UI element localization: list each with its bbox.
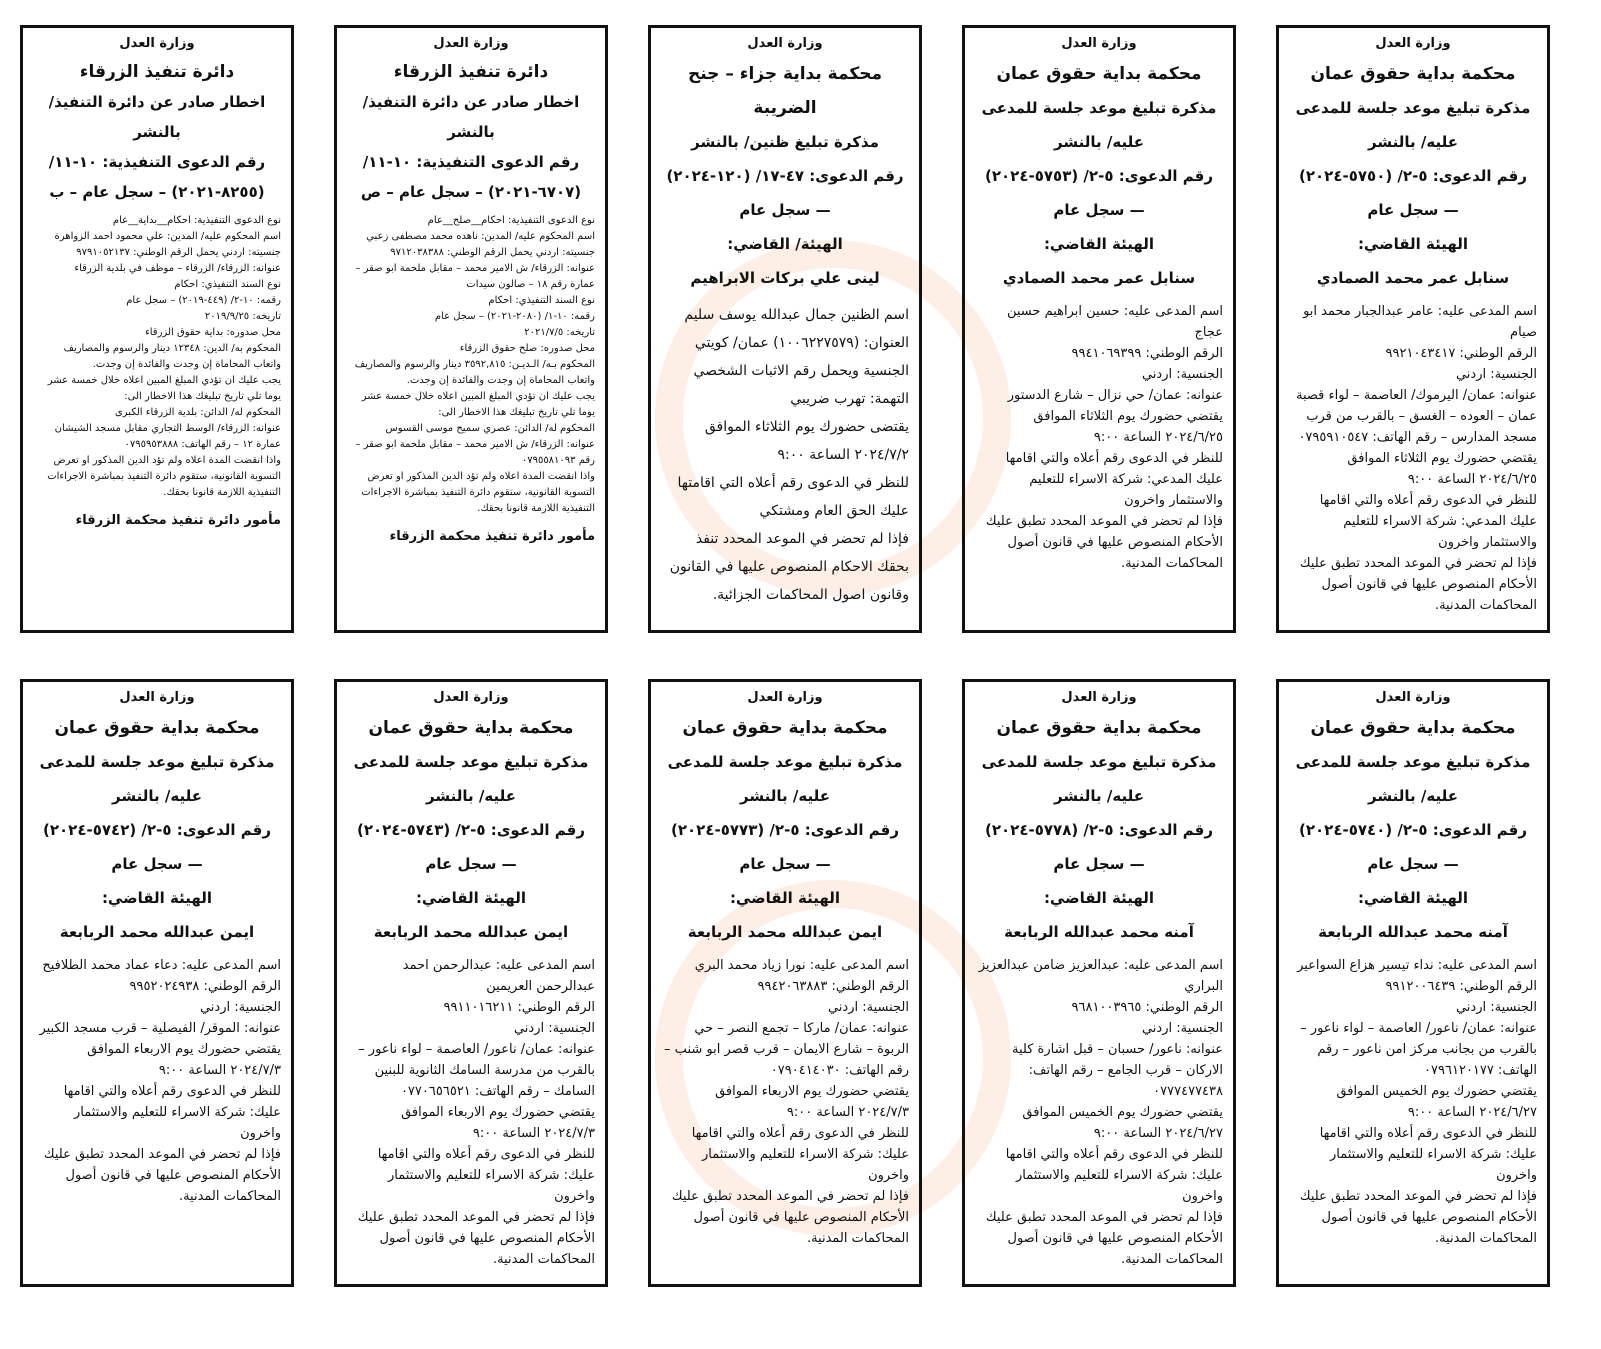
notice-heading: مذكرة تبليغ موعد جلسة للمدعى: [981, 99, 1217, 117]
notice-line: عنوانه: ناعور/ حسبان – قبل اشارة كلية الاركان – قرب الجامع – رقم الهاتف: ٠٧٧٧٤٧٧٤٣٨: [1012, 1042, 1223, 1099]
notice-line: الرقم الوطني: ٩٩١١٠١٦٢١١: [443, 1000, 595, 1015]
legal-notice: [334, 679, 608, 1287]
notice-line: رقمه: ١٠-٢/ (٤٤٩-٢٠١٩) – سجل عام: [126, 295, 281, 306]
notice-line: اسم المدعى عليه: نورا زياد محمد البري: [694, 958, 909, 973]
notice-heading: رقم الدعوى: ٤٧-١٧/ (١٢٠-٢٠٢٤): [666, 167, 904, 185]
legal-notice: [1276, 679, 1550, 1287]
notice-line: العنوان: (١٠٠٦٢٢٧٥٧٩) عمان/ كويتي الجنسية ويحمل رقم الاثبات الشخصي: [693, 335, 909, 379]
notice-line: للنظر في الدعوى رقم أعلاه التي اقامتها عليك الحق العام ومشتكي: [677, 475, 909, 519]
notice-line: يجب عليك ان تؤدي المبلغ المبين اعلاه خلال خمسة عشر يوما تلي تاريخ تبليغك هذا الاخطار الى:: [361, 391, 595, 418]
notice-heading: ايمن عبدالله محمد الربابعة: [59, 923, 255, 941]
notice-heading: عليه/ بالنشر: [1054, 787, 1144, 805]
notice-heading: سنابل عمر محمد الصمادي: [1316, 269, 1510, 287]
notice-line: اسم المحكوم عليه/ المدين: ناهده محمد مصطفى زعبي: [366, 231, 595, 242]
ministry-label: وزارة العدل: [1375, 690, 1451, 705]
notice-line: فإذا لم تحضر في الموعد المحدد تطبق عليك الأحكام المنصوص عليها في قانون أصول المحاكمات المدنية.: [357, 1210, 595, 1267]
notice-body: [975, 955, 1223, 1270]
notice-heading: عليه/ بالنشر: [1368, 133, 1458, 151]
notice-heading: — سجل عام: [1053, 855, 1145, 873]
notice-heading: رقم الدعوى: ٥-٢/ (٥٧٤٣-٢٠٢٤): [357, 821, 585, 839]
notice-body: [661, 301, 909, 609]
notice-heading: عليه/ بالنشر: [112, 787, 202, 805]
notice-line: عنوانه: الموقر/ الفيصلية – قرب مسجد الكبير: [39, 1021, 281, 1036]
notice-heading: — سجل عام: [1367, 201, 1459, 219]
notice-body: [33, 955, 281, 1207]
ministry-label: وزارة العدل: [119, 36, 195, 51]
notice-heading: مذكرة تبليغ موعد جلسة للمدعى: [39, 753, 275, 771]
notice-line: للنظر في الدعوى رقم أعلاه والتي اقامها عليك: شركة الاسراء للتعليم والاستثمار واخرون: [691, 1126, 909, 1183]
notice-heading: الهيئة القاضي:: [1043, 889, 1155, 907]
notice-line: الجنسية: اردني: [1455, 1000, 1537, 1015]
notice-heading: ايمن عبدالله محمد الربابعة: [373, 923, 569, 941]
notices-grid: [22, 25, 1550, 1287]
notice-heading: دائرة تنفيذ الزرقاء: [79, 62, 235, 82]
notice-line: اسم المدعى عليه: عامر عبدالجبار محمد ابو صيام: [1303, 304, 1537, 340]
notice-heading: مذكرة تبليغ موعد جلسة للمدعى: [353, 753, 589, 771]
notice-line: الجنسية: اردني: [1141, 1021, 1223, 1036]
notice-line: المحكوم له/ الدائن: عصري سميح موسى القسوس: [385, 423, 595, 434]
notice-line: واذا انقضت المدة اعلاه ولم تؤد الدين المذكور او تعرض التسوية القانونية، ستقوم دائرة التنفيذ بمباشرة الاجراءات التنفيذية اللازمة قانونا بحقك.: [361, 471, 595, 514]
notice-heading: مذكرة تبليغ موعد جلسة للمدعى: [667, 753, 903, 771]
legal-notice: [962, 679, 1236, 1287]
notice-heading: آمنه محمد عبدالله الربابعة: [1004, 923, 1194, 941]
notice-line: فإذا لم تحضر في الموعد المحدد تطبق عليك الأحكام المنصوص عليها في قانون أصول المحاكمات المدنية.: [985, 514, 1223, 571]
notice-heading: رقم الدعوى التنفيذية: ١٠-١١/ (٦٧٠٧-٢٠٢١) – سجل عام – ص: [360, 153, 582, 201]
notice-line: اسم المدعى عليه: عبدالرحمن احمد عبدالرحمن العريمين: [402, 958, 595, 994]
notice-heading: عليه/ بالنشر: [426, 787, 516, 805]
notice-line: تاريخه: ٢٠١٩/٩/٢٥: [204, 311, 281, 322]
notice-line: عنوانه: الزرقاء/ ش الامير محمد – مقابل ملحمة ابو صقر – رقم ٠٧٩٥٥٨١٠٩٣: [355, 439, 595, 466]
notice-line: المحكوم له/ الدائن: بلدية الزرقاء الكبرى: [114, 407, 281, 418]
notice-heading: رقم الدعوى: ٥-٢/ (٥٧٤٢-٢٠٢٤): [43, 821, 271, 839]
notice-line: اسم الظنين جمال عبدالله يوسف سليم: [684, 307, 909, 323]
notice-heading: الهيئة القاضي:: [1357, 889, 1469, 907]
notice-heading: رقم الدعوى: ٥-٢/ (٥٧٥٣-٢٠٢٤): [985, 167, 1213, 185]
notice-body: [33, 213, 281, 501]
notice-heading: اخطار صادر عن دائرة التنفيذ/ بالنشر: [48, 93, 266, 141]
ministry-label: وزارة العدل: [1061, 36, 1137, 51]
notice-line: اسم المدعى عليه: نداء تيسير هزاع السواعير: [1297, 958, 1537, 973]
notice-line: الرقم الوطني: ٩٩١٢٠٠٦٤٣٩: [1385, 979, 1537, 994]
notice-heading: مذكرة تبليغ موعد جلسة للمدعى: [1295, 99, 1531, 117]
notice-heading: عليه/ بالنشر: [1054, 133, 1144, 151]
notice-line: الرقم الوطني: ٩٩٤١٠٦٩٣٩٩: [1071, 346, 1223, 361]
notice-heading: آمنه محمد عبدالله الربابعة: [1318, 923, 1508, 941]
notice-heading: محكمة بداية حقوق عمان: [996, 718, 1202, 738]
notice-line: الرقم الوطني: ٩٩٢١٠٤٣٤١٧: [1385, 346, 1537, 361]
notice-line: الجنسية: اردني: [513, 1021, 595, 1036]
notice-heading: دائرة تنفيذ الزرقاء: [393, 62, 549, 82]
notice-line: يجب عليك ان تؤدي المبلغ المبين اعلاه خلال خمسة عشر يوما تلي تاريخ تبليغك هذا الاخطار الى:: [47, 375, 281, 402]
notice-body: [347, 955, 595, 1270]
notice-line: نوع الدعوى التنفيذية: احكام__بداية__عام: [112, 215, 281, 226]
notice-heading: الهيئة القاضي:: [1043, 235, 1155, 253]
notice-heading: — سجل عام: [1053, 201, 1145, 219]
legal-notice: [648, 679, 922, 1287]
notice-heading: محكمة بداية حقوق عمان: [1310, 718, 1516, 738]
notice-line: الرقم الوطني: ٩٩٤٢٠٦٣٨٨٣: [757, 979, 909, 994]
notice-heading: — سجل عام: [425, 855, 517, 873]
notice-heading: محكمة بداية حقوق عمان: [1310, 64, 1516, 84]
notice-line: تاريخه: ٢٠٢١/٧/٥: [524, 327, 595, 338]
notice-line: فإذا لم تحضر في الموعد المحدد تطبق عليك الأحكام المنصوص عليها في قانون أصول المحاكمات المدنية.: [43, 1147, 281, 1204]
notice-line: جنسيته: اردني يحمل الرقم الوطني: ٩٧٩١٠٥٢١٣٧: [76, 247, 281, 258]
notice-heading: الهيئة القاضي:: [101, 889, 213, 907]
notice-line: فإذا لم تحضر في الموعد المحدد تطبق عليك الأحكام المنصوص عليها في قانون أصول المحاكمات المدنية.: [1299, 556, 1537, 613]
notice-line: للنظر في الدعوى رقم أعلاه والتي اقامها عليك المدعي: شركة الاسراء للتعليم والاستثمار واخرون: [1005, 451, 1223, 508]
notice-body: [1289, 301, 1537, 616]
notice-line: اسم المدعى عليه: حسين ابراهيم حسين عجاج: [1006, 304, 1223, 340]
legal-notice: [1276, 25, 1550, 633]
notice-heading: رقم الدعوى: ٥-٢/ (٥٧٧٨-٢٠٢٤): [985, 821, 1213, 839]
notice-line: الرقم الوطني: ٩٩٥٢٠٢٤٩٣٨: [129, 979, 281, 994]
notice-body: [1289, 955, 1537, 1249]
notice-line: الجنسية: اردني: [1455, 367, 1537, 382]
notice-line: محل صدوره: بداية حقوق الزرقاء: [145, 327, 281, 338]
notice-line: عنوانه: عمان/ ناعور/ العاصمة – لواء ناعور – بالقرب من بجانب مركز امن ناعور – رقم الهاتف: ٠٧٩٦١٢٠١٧٧: [1300, 1021, 1537, 1078]
notice-heading: رقم الدعوى التنفيذية: ١٠-١١/ (٨٢٥٥-٢٠٢١) – سجل عام – ب: [48, 153, 266, 201]
notice-line: عنوانه: عمان/ ناعور/ العاصمة – لواء ناعور – بالقرب من مدرسة السامك الثانوية للبنين السامك – رقم الهاتف: ٠٧٧٠٦٥٦٥٢١: [358, 1042, 595, 1099]
notice-line: عنوانه: عمان/ اليرموك/ العاصمة – لواء قصبة عمان – العوده – الغسق – بالقرب من قرب مسجد المدارس – رقم الهاتف: ٠٧٩٥٩١٠٥٤٧: [1296, 388, 1537, 445]
notice-line: عنوانه: عمان/ حي نزال – شارع الدستور: [1007, 388, 1223, 403]
legal-notice: [334, 25, 608, 633]
notice-body: [661, 955, 909, 1249]
notice-heading: عليه/ بالنشر: [1368, 787, 1458, 805]
legal-notice: [648, 25, 922, 633]
notice-heading: رقم الدعوى: ٥-٢/ (٥٧٥٠-٢٠٢٤): [1299, 167, 1527, 185]
notice-line: اسم المدعى عليه: عبدالعزيز ضامن عبدالعزيز البراري: [978, 958, 1223, 994]
notice-heading: سنابل عمر محمد الصمادي: [1002, 269, 1196, 287]
notice-line: عنوانه: الزرقاء/ الزرقاء – موظف في بلدية الزرقاء: [74, 263, 281, 274]
notice-body: [975, 301, 1223, 574]
notice-heading: اخطار صادر عن دائرة التنفيذ/ بالنشر: [362, 93, 580, 141]
notice-heading: مذكرة تبليغ موعد جلسة للمدعى: [981, 753, 1217, 771]
ministry-label: وزارة العدل: [433, 690, 509, 705]
notice-line: نوع السند التنفيذي: احكام: [488, 295, 595, 306]
legal-notice: [20, 679, 294, 1287]
notice-line: فإذا لم تحضر في الموعد المحدد تطبق عليك الأحكام المنصوص عليها في قانون أصول المحاكمات المدنية.: [985, 1210, 1223, 1267]
notice-line: محل صدوره: صلح حقوق الزرقاء: [459, 343, 595, 354]
notice-heading: محكمة بداية حقوق عمان: [368, 718, 574, 738]
notice-line: واذا انقضت المدة اعلاه ولم تؤد الدين المذكور او تعرض التسوية القانونية، ستقوم دائرة التنفيذ بمباشرة الاجراءات التنفيذية اللازمة قانونا بحقك.: [47, 455, 281, 498]
notice-line: يقتضي حضورك يوم الثلاثاء الموافق ٢٠٢٤/٦/٢٥ الساعة ٩:٠٠: [1347, 451, 1537, 487]
notice-line: يقتضي حضورك يوم الاربعاء الموافق ٢٠٢٤/٧/٣ الساعة ٩:٠٠: [401, 1105, 595, 1141]
notice-heading: — سجل عام: [1367, 855, 1459, 873]
legal-notice: [962, 25, 1236, 633]
notice-heading: محكمة بداية حقوق عمان: [996, 64, 1202, 84]
notice-heading: لينى علي بركات الابراهيم: [690, 269, 880, 287]
notice-heading: الهيئة/ القاضي:: [727, 235, 843, 253]
notice-line: للنظر في الدعوى رقم أعلاه والتي اقامها عليك: شركة الاسراء للتعليم والاستثمار واخرون: [63, 1084, 281, 1141]
notice-heading: — سجل عام: [739, 855, 831, 873]
notice-heading: عليه/ بالنشر: [740, 787, 830, 805]
notice-line: عنوانه: الزرقاء/ ش الامير محمد – مقابل ملحمة ابو صقر – عمارة رقم ١٨ – صالون سيدات: [355, 263, 595, 290]
notice-line: الرقم الوطني: ٩٦٨١٠٠٣٩٦٥: [1071, 1000, 1223, 1015]
notice-line: يقتضي حضورك يوم الخميس الموافق ٢٠٢٤/٦/٢٧ الساعة ٩:٠٠: [1022, 1105, 1223, 1141]
legal-notice: [20, 25, 294, 633]
notice-line: يقتضي حضورك يوم الخميس الموافق ٢٠٢٤/٦/٢٧ الساعة ٩:٠٠: [1336, 1084, 1537, 1120]
ministry-label: وزارة العدل: [747, 36, 823, 51]
notice-line: للنظر في الدعوى رقم أعلاه والتي اقامها عليك: شركة الاسراء للتعليم والاستثمار واخرون: [1319, 1126, 1537, 1183]
notice-heading: محكمة بداية حقوق عمان: [682, 718, 888, 738]
notice-line: عنوانه: عمان/ ماركا – تجمع النصر – حي الربوة – شارع الايمان – قرب قصر ابو شنب – رقم الهاتف: ٠٧٩٠٤١٤٠٣٠: [664, 1021, 909, 1078]
notice-heading: — سجل عام: [739, 201, 831, 219]
notice-line: يقتضي حضورك يوم الثلاثاء الموافق ٢٠٢٤/٦/٢٥ الساعة ٩:٠٠: [1033, 409, 1223, 445]
notice-line: الجنسية: اردني: [199, 1000, 281, 1015]
notice-heading: الهيئة القاضي:: [1357, 235, 1469, 253]
notice-line: رقمه: ١٠-١/ (٢٠٨٠-٢٠٢١) – سجل عام: [434, 311, 595, 322]
ministry-label: وزارة العدل: [1061, 690, 1137, 705]
notice-line: اسم المحكوم عليه/ المدين: علي محمود احمد الزواهرة: [54, 231, 281, 242]
notice-line: يقتضي حضورك يوم الاربعاء الموافق ٢٠٢٤/٧/٣ الساعة ٩:٠٠: [715, 1084, 909, 1120]
notice-signature: مأمور دائرة تنفيذ محكمة الزرقاء: [389, 529, 595, 544]
notice-line: فإذا لم تحضر في الموعد المحدد تطبق عليك الأحكام المنصوص عليها في قانون أصول المحاكمات المدنية.: [671, 1189, 909, 1246]
notice-line: المحكوم بـه/ الـديـن: ٣٥٩٢,٨١٥ دينار والرسوم والمصاريف واتعاب المحاماة إن وجدت والفائدة إن وجدت.: [354, 359, 595, 386]
notice-line: يقتضى حضورك يوم الثلاثاء الموافق ٢٠٢٤/٧/٢ الساعة ٩:٠٠: [704, 419, 909, 463]
notice-line: جنسيته: اردني يحمل الرقم الوطني: ٩٧١٢٠٣٨٣٨٨: [390, 247, 595, 258]
notice-line: نوع الدعوى التنفيذية: احكام__صلح__عام: [427, 215, 595, 226]
notice-heading: — سجل عام: [111, 855, 203, 873]
notice-line: للنظر في الدعوى رقم أعلاه والتي اقامها عليك: شركة الاسراء للتعليم والاستثمار واخرون: [377, 1147, 595, 1204]
notice-line: الجنسية: اردني: [1141, 367, 1223, 382]
notice-body: [347, 213, 595, 517]
notice-line: التهمة: تهرب ضريبي: [790, 391, 909, 407]
notice-heading: مذكرة تبليغ موعد جلسة للمدعى: [1295, 753, 1531, 771]
ministry-label: وزارة العدل: [119, 690, 195, 705]
notice-line: فإذا لم تحضر في الموعد المحدد تنفذ بحقك الاحكام المنصوص عليها في القانون وقانون اصول المحاكمات الجزائية.: [669, 531, 909, 603]
notice-heading: ايمن عبدالله محمد الربابعة: [687, 923, 883, 941]
notice-heading: رقم الدعوى: ٥-٢/ (٥٧٧٣-٢٠٢٤): [671, 821, 899, 839]
notice-heading: رقم الدعوى: ٥-٢/ (٥٧٤٠-٢٠٢٤): [1299, 821, 1527, 839]
ministry-label: وزارة العدل: [433, 36, 509, 51]
notice-signature: مأمور دائرة تنفيذ محكمة الزرقاء: [75, 513, 281, 528]
notice-heading: مذكرة تبليغ ظنين/ بالنشر: [691, 133, 879, 151]
notice-heading: الهيئة القاضي:: [729, 889, 841, 907]
notice-line: فإذا لم تحضر في الموعد المحدد تطبق عليك الأحكام المنصوص عليها في قانون أصول المحاكمات المدنية.: [1299, 1189, 1537, 1246]
notice-line: المحكوم به/ الدين: ١٢٣٤٨ دينار والرسوم والمصاريف واتعاب المحاماة إن وجدت والفائدة إن وجدت.: [63, 343, 281, 370]
ministry-label: وزارة العدل: [1375, 36, 1451, 51]
ministry-label: وزارة العدل: [747, 690, 823, 705]
notice-line: عنوانه: الزرقاء/ الوسط التجاري مقابل مسجد الشيشان عمارة ١٢ – رقم الهاتف: ٠٧٩٥٩٥٣٨٨٨: [54, 423, 281, 450]
notice-heading: محكمة بداية جزاء – جنح الضريبة: [687, 64, 883, 118]
notice-line: للنظر في الدعوى رقم أعلاه والتي اقامها عليك: شركة الاسراء للتعليم والاستثمار واخرون: [1005, 1147, 1223, 1204]
notice-line: يقتضي حضورك يوم الاربعاء الموافق ٢٠٢٤/٧/٣ الساعة ٩:٠٠: [87, 1042, 281, 1078]
notice-line: للنظر في الدعوى رقم أعلاه والتي اقامها عليك المدعي: شركة الاسراء للتعليم والاستثمار واخرون: [1319, 493, 1537, 550]
notice-heading: الهيئة القاضي:: [415, 889, 527, 907]
notice-line: الجنسية: اردني: [827, 1000, 909, 1015]
notice-heading: محكمة بداية حقوق عمان: [54, 718, 260, 738]
notice-line: نوع السند التنفيذي: احكام: [174, 279, 281, 290]
notice-line: اسم المدعى عليه: دعاء عماد محمد الطلافيح: [42, 958, 281, 973]
